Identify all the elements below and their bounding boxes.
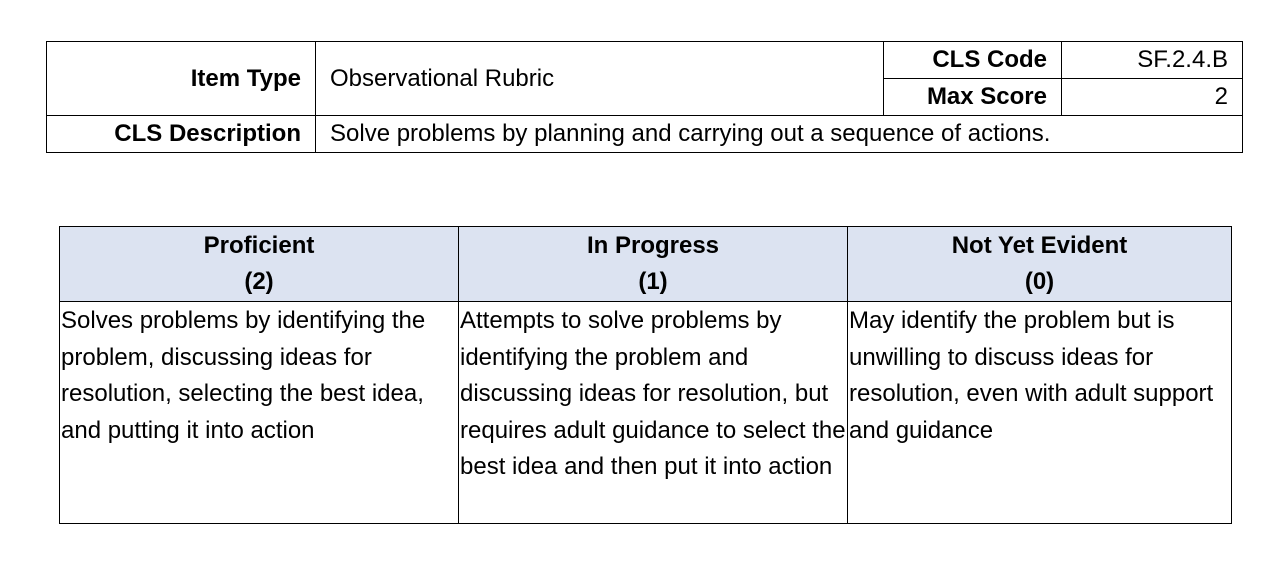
level-score: (2) [244,268,274,295]
rubric-header-row [60,227,1232,302]
item-type-value: Observational Rubric [316,42,884,116]
level-score: (0) [1024,268,1055,295]
rubric-level-header [60,227,459,302]
level-score: (1) [638,268,668,295]
rubric-table [59,226,1232,524]
rubric-level-header [848,227,1232,302]
max-score-value: 2 [1062,79,1243,116]
level-description: Attempts to solve problems by identifying the problem and discussing ideas for resolution, but requires adult guidance to select the best idea and then put it into action [459,302,848,524]
level-title: Proficient [203,232,315,259]
level-description: May identify the problem but is unwilling to discuss ideas for resolution, even with adult support and guidance [848,302,1232,524]
level-description: Solves problems by identifying the problem, discussing ideas for resolution, selecting the best idea, and putting it into action [60,302,459,524]
level-title: Not Yet Evident [951,232,1128,259]
level-title: In Progress [586,232,720,259]
rubric-level-header [459,227,848,302]
item-info-table [46,41,1243,153]
rubric-description-row [60,302,1232,524]
cls-description-label: CLS Description [47,116,316,153]
cls-code-value: SF.2.4.B [1062,42,1243,79]
item-type-label: Item Type [47,42,316,116]
max-score-label: Max Score [884,79,1062,116]
cls-code-label: CLS Code [884,42,1062,79]
cls-description-value: Solve problems by planning and carrying out a sequence of actions. [316,116,1243,153]
